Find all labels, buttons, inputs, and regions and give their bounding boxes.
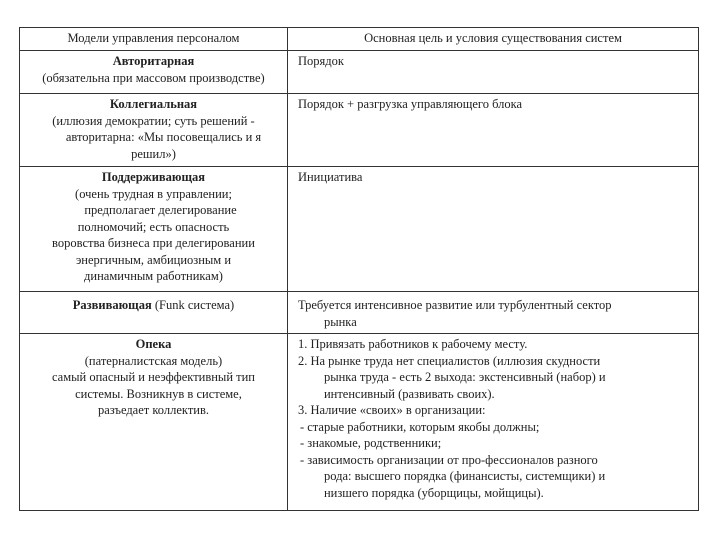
- personnel-models-table: [19, 27, 699, 511]
- header-goal: Основная цель и условия существования систем: [287, 28, 698, 51]
- table-row: [20, 167, 699, 292]
- model-name: Авторитарная: [112, 54, 195, 68]
- model-desc: (обязательна при массовом производстве): [42, 70, 265, 85]
- model-desc: самый опасный и неэффективный тип: [51, 370, 255, 384]
- table-row: [20, 334, 699, 511]
- goal-text: 3. Наличие «своих» в организации:: [297, 403, 486, 417]
- goal-text: Инициатива: [297, 170, 363, 184]
- model-desc: разъедает коллектив.: [97, 403, 210, 417]
- model-desc: динамичным работникам): [84, 269, 223, 283]
- model-desc: (очень трудная в управлении;: [75, 186, 232, 201]
- goal-cell: [287, 292, 698, 334]
- goal-cell: [287, 334, 698, 511]
- goal-text: 2. На рынке труда нет специалистов (иллюзия скудности: [297, 353, 601, 368]
- model-cell: [20, 51, 288, 94]
- goal-text: низшего порядка (уборщицы, мойщицы).: [323, 485, 544, 500]
- table-row: [20, 94, 699, 167]
- model-cell: [20, 292, 288, 334]
- model-desc: решил»): [131, 146, 176, 161]
- goal-text: Порядок: [297, 54, 344, 68]
- table-header-row: [20, 28, 699, 51]
- goal-text: Требуется интенсивное развитие или турбулентный сектор: [297, 298, 612, 312]
- model-name: Поддерживающая: [101, 170, 206, 184]
- model-desc: предполагает делегирование: [84, 203, 237, 217]
- model-desc: полномочий; есть опасность: [77, 219, 230, 234]
- model-cell: [20, 167, 288, 292]
- table-row: [20, 51, 699, 94]
- goal-text: 1. Привязать работников к рабочему месту.: [297, 337, 528, 351]
- model-name: Развивающая: [72, 298, 152, 312]
- model-desc: (Funk система): [151, 298, 235, 312]
- model-name: Опека: [135, 337, 172, 351]
- goal-text: Порядок + разгрузка управляющего блока: [297, 97, 523, 111]
- goal-text: - зависимость организации от про-фессионалов разного: [299, 452, 598, 467]
- model-name: Коллегиальная: [109, 97, 198, 111]
- goal-text: рынка труда - есть 2 выхода: экстенсивный (набор) и: [323, 370, 606, 384]
- goal-text: - знакомые, родственники;: [299, 436, 442, 450]
- model-desc: энергичным, амбициозным и: [75, 252, 232, 267]
- model-desc: (иллюзия демократии; суть решений -: [52, 113, 255, 128]
- goal-text: рынка: [323, 314, 357, 329]
- model-cell: [20, 94, 288, 167]
- goal-cell: [287, 94, 698, 167]
- goal-text: - старые работники, которым якобы должны;: [299, 419, 540, 434]
- goal-text: рода: высшего порядка (финансисты, системщики) и: [323, 469, 606, 483]
- model-desc: авторитарна: «Мы посовещались и я: [65, 130, 262, 144]
- header-models: Модели управления персоналом: [20, 28, 288, 51]
- model-desc: системы. Возникнув в системе,: [75, 386, 242, 401]
- goal-cell: [287, 167, 698, 292]
- goal-cell: [287, 51, 698, 94]
- model-desc: воровства бизнеса при делегировании: [52, 236, 255, 250]
- table-row: [20, 292, 699, 334]
- model-cell: [20, 334, 288, 511]
- model-desc: (патерналистская модель): [84, 353, 223, 368]
- goal-text: интенсивный (развивать своих).: [323, 386, 495, 401]
